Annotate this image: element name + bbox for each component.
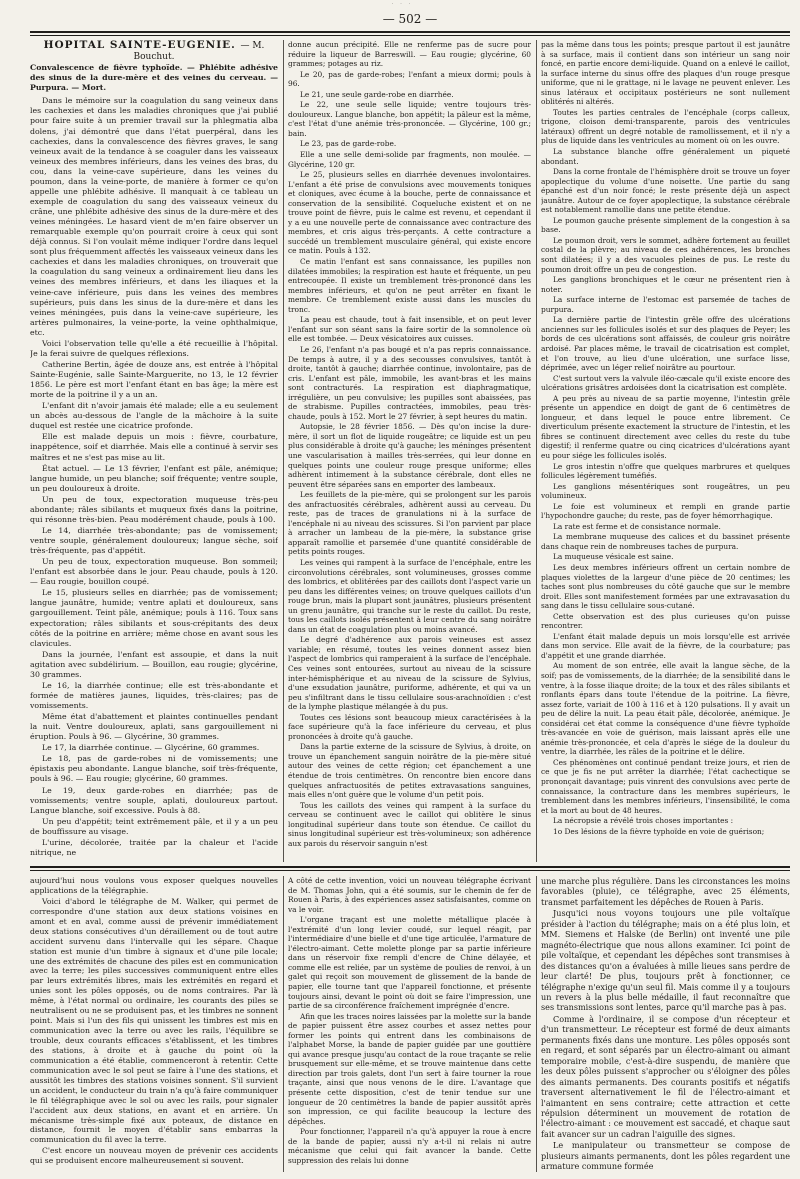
paragraph: Tous les caillots des veines qui rampent à la surface du cerveau se continuent avec le caillot qui oblitère le sinus longitudinal supérieur dans toute son étendue. Ce caillot du sinus longitudinal supérieur est très-volumineux; son adhérence aux parois du réservoir sanguin n'est <box>288 800 531 848</box>
page-number: — 502 — <box>382 12 438 26</box>
column-2 <box>288 40 531 862</box>
paragraph: La substance blanche offre généralement un piqueté abondant. <box>541 147 790 166</box>
paragraph: Dans la corne frontale de l'hémisphère droit se trouve un foyer apoplectique du volume d'une noisette. Une partie du sang épanché est d'un noir foncé; le reste présente déjà un aspect jaunâtre. Autour de ce foyer apoplectique, la substance cérébrale est notablement ramollie dans une petite étendue. <box>541 167 790 215</box>
paragraph: Le manipulateur ou transmetteur se compose de plusieurs aimants permanents, dont les pôles regardent une armature commune formée <box>541 1140 790 1172</box>
paragraph: Ce matin l'enfant est sans connaissance, les pupilles non dilatées immobiles; la respiration est haute et fréquente, un peu entrecoupée. Il existe un tremblement très-prononcé dans les membres inférieurs, et qu'on ne peut arrêter en fixant le membre. Ce tremblement existe aussi dans les muscles du tronc. <box>288 257 531 314</box>
paragraph: L'organe traçant est une molette métallique placée à l'extrémité d'un long levier coudé, sur lequel réagit, par l'intermédiaire d'une bielle et d'une tige articulée, l'armature de l'électro-aimant. Cette molette plonge par sa partie inférieure dans un réservoir fixe rempli d'encre de Chine délayée, et comme elle est reliée, par un système de poulies de renvoi, à un galet qui reçoit son mouvement de glissement de la bande de papier, elle tourne tant que l'appareil fonctionne, et présente toujours ainsi, devant le point où doit se faire l'impression, une partie de sa circonférence fraîchement imprégnée d'encre. <box>288 915 531 1011</box>
paragraph: 1o Des lésions de la fièvre typhoïde en voie de guérison; <box>553 826 765 836</box>
paragraph: une marche plus régulière. Dans les circonstances les moins favorables (pluie), ce télégraphe, avec 25 éléments, transmet parfaitement les dépêches de Rouen à Paris. <box>541 876 790 907</box>
paragraph: Les veines qui rampent à la surface de l'encéphale, entre les circonvolutions cérébrales, sont volumineuses, grosses comme des lombrics, et oblitérées par des caillots dont l'aspect varie un peu dans les différentes veines; on trouve quelques caillots d'un rouge brun, mais la plupart sont jaunâtres, plusieurs présentent un grenu jaunâtre, qui tranche sur le reste du caillot. Du reste, tous les caillots isolés présentent à leur centre du sang noirâtre dans un état de coagulation plus ou moins avancé. <box>288 557 531 634</box>
paragraph: A côté de cette invention, voici un nouveau télégraphe écrivant de M. Thomas John, qui a été soumis, sur le chemin de fer de Rouen à Paris, à des expériences assez satisfaisantes, comme on va le voir. <box>288 876 531 914</box>
doctor-name: — M. Bouchut. <box>133 41 265 63</box>
paragraph: Le 23, pas de garde-robe. <box>300 139 397 149</box>
paragraph: Cette observation est des plus curieuses qu'on puisse rencontrer. <box>541 611 790 631</box>
paragraph: Pour fonctionner, l'appareil n'a qu'à appuyer la roue à encre de la bande de papier, aussi n'y a-t-il ni relais ni autre mécanisme que celui qui fait avancer la bande. Cette suppression des relais lui donne <box>288 1127 531 1165</box>
paragraph: Toutes ces lésions sont beaucoup mieux caractérisées à la face supérieure qu'à la face inférieure du cerveau, et plus prononcées à droite qu'à gauche. <box>288 712 531 741</box>
paragraph: État actuel. — Le 13 février, l'enfant est pâle, anémique; langue humide, un peu blanche; soif fréquente; ventre souple, un peu douloureux à droite. <box>30 463 278 493</box>
paragraph: Ces phénomènes ont continué pendant treize jours, et rien de ce que je fis ne put arrêter la diarrhée; l'état cachectique se prononçait davantage; puis vinrent des convulsions avec perte de connaissance, la contracture dans les membres supérieurs, le tremblement dans les membres inférieurs, l'insensibilité, le coma et la mort au bout de 48 heures. <box>541 757 790 815</box>
paragraph: Autopsie, le 28 février 1856. — Dès qu'on incise la dure-mère, il sort un flot de liquide rougeâtre; ce liquide est un peu plus considérable à droite qu'à gauche; les méninges présentent une vascularisation à mailles très-serrées, qui leur donne en quelques points une couleur rouge presque uniforme; elles adhèrent intimement à la substance cérébrale, dont elles ne peuvent être séparées sans en emporter des lambeaux. <box>288 422 531 489</box>
paragraph: La muqueuse vésicale est saine. <box>553 552 674 562</box>
bottom-column-1 <box>30 876 278 1172</box>
paragraph: Les feuillets de la pie-mère, qui se prolongent sur les parois des anfractuosités cérébrales, adhèrent aussi au cerveau. Du reste, pas de traces de granulations ni à la surface de l'encéphale ni au niveau des scissures. Si l'on parvient par place à arracher un lambeau de la pie-mère, la substance grise apparaît ramollie et parsemée d'une quantité considérable de petits points rouges. <box>288 490 531 557</box>
column-divider <box>283 876 284 1172</box>
paragraph: Le 15, plusieurs selles en diarrhée; pas de vomissement; langue jaunâtre, humide; ventre aplati et douloureux, sans gargouillement. Teint pâle, anémique; pouls à 116. Toux sans expectoration; râles sibilants et sous-crépitants des deux côtés de la poitrine en arrière; même chose en avant sous les clavicules. <box>30 588 278 648</box>
paragraph: C'est encore un nouveau moyen de prévenir ces accidents qui se produisent encore malheureusement si souvent. <box>30 1146 278 1166</box>
paragraph: pas la même dans tous les points; presque partout il est jaunâtre à sa surface, mais il contient dans son intérieur un sang noir foncé, en partie encore demi-liquide. Quand on a enlevé le caillot, la surface interne du sinus offre des plaques d'un rouge presque uniforme, que ni le grattage, ni le lavage ne peuvent enlever. Les sinus latéraux et occipitaux postérieurs ne sont nullement oblitérés ni altérés. <box>541 40 790 107</box>
paragraph: Un peu de toux, expectoration muqueuse très-peu abondante; râles sibilants et muqueux fixés dans la poitrine, qui résonne très-bien. Peau modérément chaude, pouls à 100. <box>30 494 278 524</box>
paragraph: La surface interne de l'estomac est parsemée de taches de purpura. <box>541 295 790 314</box>
bottom-column-3 <box>541 876 790 1172</box>
paragraph: Dans le mémoire sur la coagulation du sang veineux dans les cachexies et dans les maladies chroniques que j'ai publié pour faire suite à un premier travail sur la phlegmatia alba dolens, j'ai démontré que dans l'état puerpéral, dans les cachexies, dans la convalescence des fièvres graves, le sang veineux avait de la tendance à se coaguler dans les vaisseaux veineux des membres inférieurs, dans les veines des bras, du cou, dans la veine-cave supérieure, dans les veines du poumon, dans la veine-porte, de manière à former ce qu'on appelle une phlébite adhésive. Il manquait à ce tableau un exemple de coagulation du sang des vaisseaux veineux du crâne, une phlébite adhésive des sinus de la dure-mère et des veines méningées. Le hasard vient de m'en faire observer un remarquable exemple qu'on pourrait croire à ceux qui sont déjà connus. Si l'on voulait même indiquer l'ordre dans lequel sont plus fréquemment affectés les vaisseaux veineux dans les cachexies et dans les maladies chroniques, on trouverait que la coagulation du sang veineux a ordinairement lieu dans les veines des membres inférieurs, et dans les iliaques et la veine-cave inférieure, puis dans les veines des membres supérieurs, puis dans les sinus de la dure-mère et dans les veines méningées, puis dans la veine-cave supérieure, les artères pulmonaires, la veine-porte, la veine ophthalmique, etc. <box>30 96 278 337</box>
paragraph: A peu près au niveau de sa partie moyenne, l'intestin grêle présente un appendice en doigt de gant de 6 centimètres de longueur, et dans lequel le pouce entre librement. Ce diverticulum présente exactement la structure de l'intestin, et les fibres se continuent directement avec celles du reste du tube digestif; il renferme quatre ou cinq cicatrices d'ulcérations ayant eu pour siége les follicules isolés. <box>541 393 790 460</box>
section-rule-thick <box>30 866 790 868</box>
header-rule-thin <box>30 35 790 36</box>
bleed-through-text: · · · <box>389 0 411 8</box>
column-divider <box>536 876 537 1172</box>
paragraph: Catherine Bertin, âgée de douze ans, est entrée à l'hôpital Sainte-Eugénie, salle Sainte-Marguerite, no 13, le 12 février 1856. Le père est mort l'enfant étant en bas âge; la mère est morte de la poitrine il y a un an. <box>30 359 278 400</box>
paragraph: Le poumon droit, vers le sommet, adhère fortement au feuillet costal de la plèvre; au niveau de ces adhérences, les bronches sont dilatées; il y a des vacuoles pleines de pus. Le reste du poumon droit offre un peu de congestion. <box>541 235 790 274</box>
paragraph: C'est surtout vers la valvule iléo-cæcale qu'il existe encore des ulcérations grisâtres ardoisées dont la cicatrisation est complète. <box>541 373 790 393</box>
column-1 <box>30 40 278 862</box>
paragraph: donne aucun précipité. Elle ne renferme pas de sucre pour réduire la liqueur de Barreswill. — Eau rougie; glycérine, 60 grammes; potages au riz. <box>288 40 531 69</box>
column-divider <box>536 40 537 862</box>
paragraph: Le 14, diarrhée très-abondante; pas de vomissement; ventre souple, généralement douloureux; langue sèche, soif très-fréquente, pas d'appétit. <box>30 525 278 556</box>
section-rule-thin <box>30 870 790 871</box>
paragraph: Jusqu'ici nous voyons toujours une pile voltaïque présider à l'action du télégraphe; mais on a été plus loin, et MM. Siemens et Halske (de Berlin) ont inventé une pile magnéto-électrique que nous allons examiner. Ici point de pile voltaïque, et cependant les dépêches sont transmises à des distances qu'on a évaluées à mille lieues sans perdre de leur clarté! De plus, toujours prêt à fonctionner, ce télégraphe n'exige qu'un seul fil. Mais comme il y a toujours un revers à la plus belle médaille, il faut reconnaître que ses transmissions sont lentes, parce qu'il marche pas à pas. <box>541 908 790 1013</box>
paragraph: Le 18, pas de garde-robes ni de vomissements; une épistaxis peu abondante. Langue blanche, soif très-fréquente, pouls à 96. — Eau rougie; glycérine, 60 grammes. <box>30 754 278 784</box>
paragraph: Le 17, la diarrhée continue. — Glycérine, 60 grammes. <box>42 743 260 753</box>
case-heading: Convalescence de fièvre typhoïde. — Phlébite adhésive des sinus de la dure-mère et des veines du cerveau. — Purpura. — Mort. <box>30 63 278 93</box>
paragraph: Les ganglions bronchiques et le cœur ne présentent rien à noter. <box>541 275 790 294</box>
paragraph: Afin que les traces noires laissées par la molette sur la bande de papier puissent être assez courbes et assez nettes pour former les points qui entrent dans les combinaisons de l'alphabet Morse, la bande de papier guidée par une gouttière qui avance presque jusqu'au contact de la roue traçante se relie brusquement sur elle-même, et se trouve maintenue dans cette direction par trois galets, dont l'un sert à faire tourner la roue traçante, ainsi que nous venons de le dire. L'avantage que présente cette disposition, c'est de tenir tendue sur une longueur de 20 centimètres la bande de papier aussitôt après son impression, ce qui facilite beaucoup la lecture des dépêches. <box>288 1011 531 1126</box>
paragraph: Au moment de son entrée, elle avait la langue sèche, de la soif; pas de vomissements, de la diarrhée; de la sensibilité dans le ventre, à la fosse iliaque droite; de la toux et des râles sibilants et ronflants épars dans toute l'étendue de la poitrine. La fièvre, assez forte, variait de 100 à 116 et à 120 pulsations. Il y avait un peu de délire la nuit. La peau était pâle, décolorée, anémique. Je considérai cet état comme la conséquence d'une fièvre typhoïde très-avancée en voie de guérison, mais laissant après elle une anémie très-prononcée, et cela d'après le siége de la douleur du ventre, la diarrhée, les râles de la poitrine et le délire. <box>541 661 790 757</box>
paragraph: aujourd'hui nous voulons vous exposer quelques nouvelles applications de la télégraphie. <box>30 876 278 895</box>
paragraph: Le 25, plusieurs selles en diarrhée devenues involontaires. L'enfant a été prise de convulsions avec mouvements toniques et cloniques, avec écume à la bouche, perte de connaissance et conservation de la sensibilité. Coqueluche existent et on ne trouve point de fièvre, puis le calme est revenu, et cependant il y a eu une nouvelle perte de connaissance avec contracture des membres, et cris aigus très-perçants. A cette contracture a succédé un tremblement musculaire général, qui existe encore ce matin. Pouls à 132. <box>288 170 531 256</box>
paragraph: Les ganglions mésentériques sont rougeâtres, un peu volumineux. <box>541 481 790 501</box>
paragraph: Le gros intestin n'offre que quelques marbrures et quelques follicules légèrement tuméfiés. <box>541 461 790 481</box>
paragraph: L'urine, décolorée, traitée par la chaleur et l'acide nitrique, ne <box>30 837 278 857</box>
paragraph: Voici l'observation telle qu'elle a été recueillie à l'hôpital. Je la ferai suivre de quelques réflexions. <box>30 338 278 358</box>
paragraph: Le 20, pas de garde-robes; l'enfant a mieux dormi; pouls à 96. <box>288 69 531 89</box>
article-title <box>30 40 278 62</box>
paragraph: Même état d'abattement et plaintes continuelles pendant la nuit. Ventre douloureux, aplati, sans gargouillement ni éruption. Pouls à 96. — Glycérine, 30 grammes. <box>30 712 278 742</box>
paragraph: Le 19, deux garde-robes en diarrhée; pas de vomissements; ventre souple, aplati, douloureux partout. Langue blanche, soif excessive. Pouls à 88. <box>30 785 278 815</box>
paragraph: La nécropsie a révélé trois choses importantes : <box>553 816 734 826</box>
paragraph: Elle a une selle demi-solide par fragments, non moulée. — Glycérine, 120 gr. <box>288 150 531 169</box>
paragraph: Le 22, une seule selle liquide; ventre toujours très-douloureux. Langue blanche, bon appétit; la pâleur est la même, c'est l'état d'une anémie très-prononcée. — Glycérine, 100 gr.; bain. <box>288 100 531 138</box>
paragraph: Le 21, une seule garde-robe en diarrhée. <box>300 89 454 99</box>
paragraph: Dans la partie externe de la scissure de Sylvius, à droite, on trouve un épanchement sanguin noirâtre de la pie-mère situé autour des veines de cette région; cet épanchement a une étendue de trois centimètres. On rencontre bien encore dans quelques anfractuosités de petites extravasations sanguines, mais elles n'ont guère que le volume d'un petit pois. <box>288 742 531 800</box>
paragraph: La peau est chaude, tout à fait insensible, et on peut lever l'enfant sur son séant sans la faire sortir de la somnolence où elle est tombée. — Deux vésicatoires aux cuisses. <box>288 315 531 344</box>
header-rule-thick <box>30 31 790 33</box>
paragraph: La rate est ferme et de consistance normale. <box>553 521 721 531</box>
paragraph: Un peu de toux, expectoration muqueuse. Bon sommeil; l'enfant est absorbée dans le jour. Peau chaude, pouls à 120. — Eau rougie, bouillon coupé. <box>30 557 278 587</box>
paragraph: Toutes les parties centrales de l'encéphale (corps calleux, trigone, cloison demi-transparente, parois des ventricules latéraux) offrent un degré notable de ramollissement, et il n'y a plus de liquide dans les ventricules au moment où on les ouvre. <box>541 107 790 146</box>
paragraph: La dernière partie de l'intestin grêle offre des ulcérations anciennes sur les follicules isolés et sur des plaques de Peyer; les bords de ces ulcérations sont affaissés, de couleur gris noirâtre ardoisé. Par places même, le travail de cicatrisation est complet, et l'on trouve, au lieu d'une ulcération, une surface lisse, déprimée, avec un léger relief noirâtre au pourtour. <box>541 315 790 373</box>
paragraph: Dans la journée, l'enfant est assoupie, et dans la nuit agitation avec subdélirium. — Bouillon, eau rougie; glycérine, 30 grammes. <box>30 649 278 679</box>
hospital-name: HOPITAL SAINTE-EUGÉNIE. <box>43 40 236 51</box>
paragraph: Les deux membres inférieurs offrent un certain nombre de plaques violettes de la largeur d'une pièce de 20 centimes; les taches sont plus nombreuses du côté gauche que sur le membre droit. Elles sont manifestement formées par une extravasation du sang dans le tissu cellulaire sous-cutané. <box>541 562 790 611</box>
paragraph: Le foie est volumineux et rempli en grande partie l'hypochondre gauche; du reste, pas de foyer hémorrhagique. <box>541 501 790 521</box>
paragraph: Le degré d'adhérence aux parois veineuses est assez variable; en résumé, toutes les veines donnent assez bien l'aspect de lombrics qui ramperaient à la surface de l'encéphale. Ces veines sont entourées, surtout au niveau de la scissure inter-hémisphérique et au niveau de la scissure de Sylvius, d'une exsudation jaunâtre, puriforme, adhérente, et qui va un peu s'infiltrant dans le tissu cellulaire sous-arachnoïdien : c'est de la lymphe plastique mélangée à du pus. <box>288 635 531 712</box>
paragraph: L'enfant était malade depuis un mois lorsqu'elle est arrivée dans mon service. Elle avait de la fièvre, de la courbature; pas d'appétit et une grande diarrhée. <box>541 631 790 660</box>
paragraph: Un peu d'appétit; teint extrêmement pâle, et il y a un peu de bouffissure au visage. <box>30 816 278 836</box>
paragraph: Comme à l'ordinaire, il se compose d'un récepteur et d'un transmetteur. Le récepteur est formé de deux aimants permanents fixés dans une monture. Les pôles opposés sont en regard, et sont séparés par un électro-aimant ou aimant temporaire mobile, c'est-à-dire suspendu, de manière que les deux pôles puissent s'approcher ou s'éloigner des pôles des aimants permanents. Des courants positifs et négatifs traversent alternativement le fil de l'électro-aimant et l'aimantent en sens contraire; cette attraction et cette répulsion déterminent un mouvement de rotation de l'électro-aimant : ce mouvement est saccadé, et chaque saut fait avancer sur un cadran l'aiguille des signes. <box>541 1013 790 1139</box>
paragraph: Voici d'abord le télégraphe de M. Walker, qui permet de correspondre d'une station aux deux stations voisines en amont et en aval, comme aussi de prévenir immédiatement deux stations consécutives d'un déraillement ou de tout autre accident survenu dans l'intervalle qui les sépare. Chaque station est munie d'un timbre à signaux et d'une pile locale; une des extrémités de chacune des piles est en communication avec la terre; les piles successives communiquent entre elles par leurs extrémités libres, mais les extrémités en regard et unies sont les pôles opposés, ou de noms contraires. Par là même, à l'état normal ou ordinaire, les courants des piles se neutralisent ou ne se produisent pas, et les timbres ne sonnent point. Mais si l'un des fils qui unissent les timbres est mis en communication avec la terre ou avec les rails, l'équilibre se trouble, deux courants efficaces s'établissent, et les timbres des stations, à droite et à gauche du point où la communication a été établie, commenceront à retentir. Cette communication avec le sol peut se faire à l'une des stations, et aussitôt les timbres des stations voisines sonnent. S'il survient un accident, le conducteur du train n'a qu'à faire communiquer le fil télégraphique avec le sol ou avec les rails, pour signaler l'accident aux deux stations, en avant et en arrière. Un mécanisme très-simple fixé aux poteaux, de distance en distance, fournit le moyen d'établir sans embarras la communication du fil avec la terre. <box>30 896 278 1145</box>
paragraph: Le poumon gauche présente simplement de la congestion à sa base. <box>541 215 790 235</box>
bottom-column-2 <box>288 876 531 1172</box>
paragraph: Le 26, l'enfant n'a pas bougé et n'a pas repris connaissance. De temps à autre, il y a des secousses convulsives, tantôt à droite, tantôt à gauche; diarrhée continue, involontaire, pas de cris. L'enfant est pâle, immobile, les avant-bras et les mains sont contracturés. La respiration est diaphragmatique, irrégulière, un peu convulsive; les pupilles sont abaissées, pas de strabisme. Pupilles contractées, immobiles, peau très-chaude, pouls à 152. Mort le 27 février, à sept heures du matin. <box>288 344 531 421</box>
paragraph: Le 16, la diarrhée continue; elle est très-abondante et formée de matières jaunes, liquides, très-claires; pas de vomissements. <box>30 680 278 710</box>
paragraph: Elle est malade depuis un mois : fièvre, courbature, inappétence, soif et diarrhée. Mais elle a continué à servir ses maîtres et ne s'est pas mise au lit. <box>30 432 278 462</box>
column-divider <box>283 40 284 862</box>
paragraph: L'enfant dit n'avoir jamais été malade; elle a eu seulement un abcès au-dessous de l'angle de la mâchoire à la suite duquel est restée une cicatrice profonde. <box>30 401 278 431</box>
column-3 <box>541 40 790 862</box>
paragraph: La membrane muqueuse des calices et du bassinet présente dans chaque rein de nombreuses taches de purpura. <box>541 532 790 551</box>
